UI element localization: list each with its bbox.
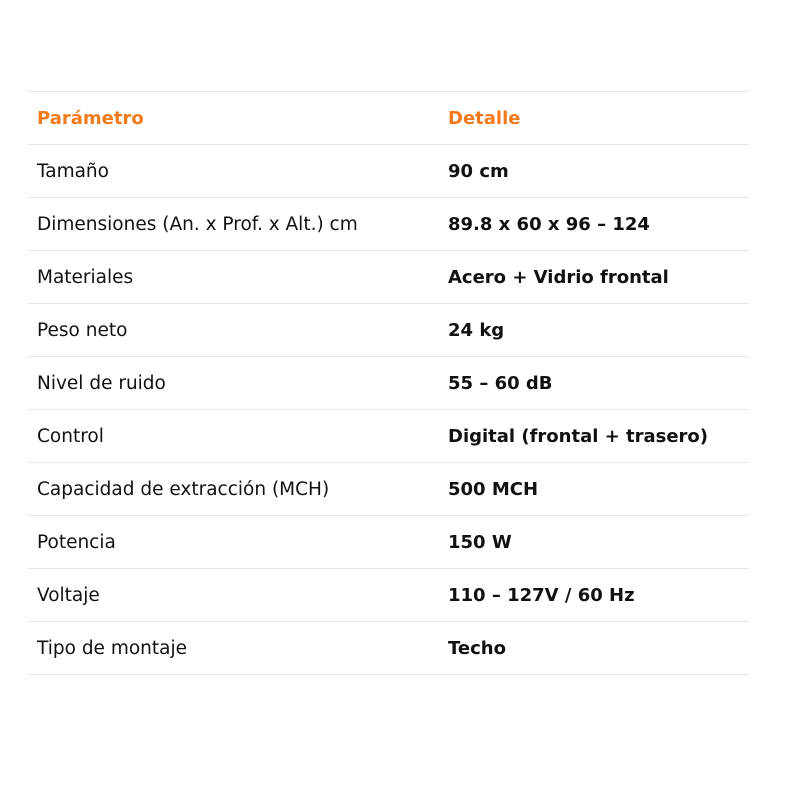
table-row [28, 463, 749, 516]
table-header-row [28, 92, 749, 145]
table-row [28, 569, 749, 622]
row-detail: 150 W [439, 516, 749, 569]
row-param: Capacidad de extracción (MCH) [28, 463, 439, 516]
table-row [28, 251, 749, 304]
header-detalle: Detalle [439, 92, 749, 145]
row-param: Peso neto [28, 304, 439, 357]
row-param: Control [28, 410, 439, 463]
row-param: Materiales [28, 251, 439, 304]
row-detail: Techo [439, 622, 749, 675]
row-param: Potencia [28, 516, 439, 569]
row-detail: 24 kg [439, 304, 749, 357]
row-param: Voltaje [28, 569, 439, 622]
row-param: Tamaño [28, 145, 439, 198]
table-row [28, 516, 749, 569]
spec-table [28, 91, 749, 675]
row-detail: Acero + Vidrio frontal [439, 251, 749, 304]
row-param: Dimensiones (An. x Prof. x Alt.) cm [28, 198, 439, 251]
row-detail: 89.8 x 60 x 96 – 124 [439, 198, 749, 251]
row-detail: Digital (frontal + trasero) [439, 410, 749, 463]
row-param: Nivel de ruido [28, 357, 439, 410]
row-param: Tipo de montaje [28, 622, 439, 675]
row-detail: 500 MCH [439, 463, 749, 516]
row-detail: 90 cm [439, 145, 749, 198]
table-row [28, 304, 749, 357]
table-row [28, 198, 749, 251]
header-parametro: Parámetro [28, 92, 439, 145]
row-detail: 55 – 60 dB [439, 357, 749, 410]
table-row [28, 410, 749, 463]
table-row [28, 145, 749, 198]
row-detail: 110 – 127V / 60 Hz [439, 569, 749, 622]
table-row [28, 622, 749, 675]
table-row [28, 357, 749, 410]
